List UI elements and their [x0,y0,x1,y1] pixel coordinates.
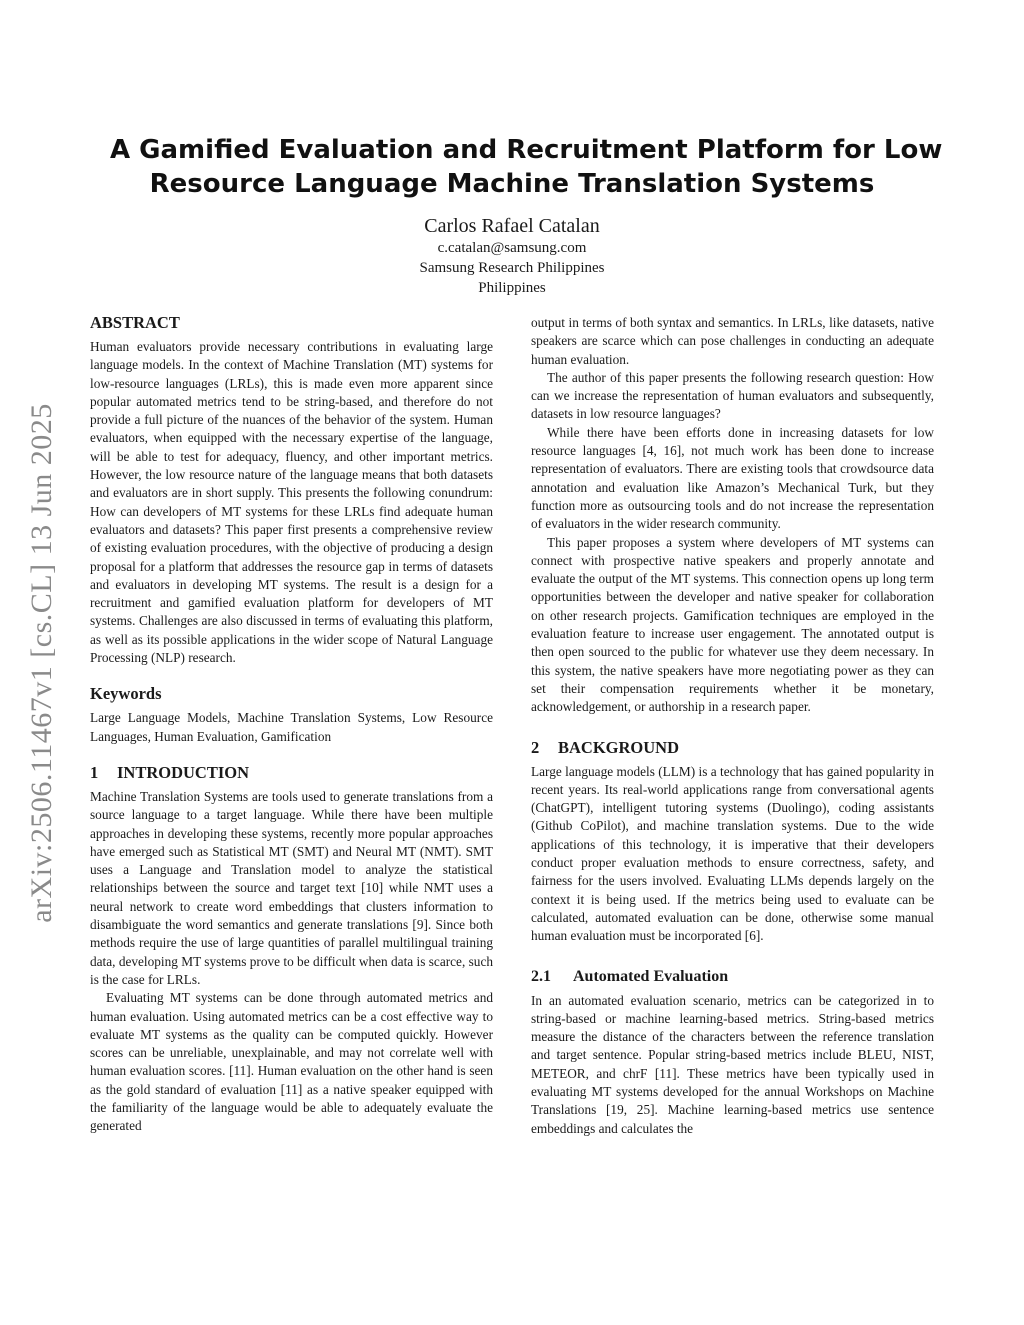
right-column [531,314,934,1138]
abstract-heading: ABSTRACT [90,313,180,332]
author-country: Philippines [478,280,546,296]
intro-paragraph: This paper proposes a system where developers of MT systems can connect with prospective native speakers and properly annotate and evaluate the output of the MT systems. This connection opens up long term opportunities between the developer and native speaker for collaboration on other research projects. Gamification techniques are employed in the evaluation feature to increase user engagement. The annotated output is then open sourced to the public for whatever use they deem necessary. In this system, the native speakers have more negotiating power as they can set their compensation requirements whether it be monetary, acknowledgement, or authorship in a research paper. [531,534,934,715]
section-title: BACKGROUND [558,737,680,757]
author-organization: Samsung Research Philippines [419,260,605,276]
arxiv-stamp [0,0,58,923]
section-number: 2 [531,737,540,757]
subsection-title: Automated Evaluation [573,967,729,985]
paper-title [110,133,943,201]
author-email: c.catalan@samsung.com [437,240,587,256]
keywords-heading: Keywords [90,684,162,704]
intro-paragraph: Evaluating MT systems can be done through automated metrics and human evaluation. Using automated metrics can be a cost effective way to evaluate MT systems as the quality can be computed quickly. However scores can be unreliable, unexplainable, and may not correlate well with human evaluation scores. [11]. Human evaluation on the other hand is seen as the gold standard of evaluation [11] as a native speaker equipped with the familiarity of the language would be able to adequately evaluate the generated [90,990,493,1134]
title-line: A Gamified Evaluation and Recruitment Platform for Low [110,135,943,165]
intro-paragraph: Machine Translation Systems are tools used to generate translations from a source language to a target language. While there have been multiple approaches in developing these systems, recently more popular approaches have emerged such as Statistical MT (SMT) and Neural MT (NMT). SMT uses a Language and Translation model to analyze the statistical relationships between the source and target text [10] while NMT uses a neural network to create word embeddings that clusters information to disambiguate the word semantics and generate translations [9]. Since both methods require the use of large quantities of parallel multilingual training data, developing MT systems prove to be difficult when data is scarce, such is the case for LRLs. [90,788,493,987]
abstract-text: Human evaluators provide necessary contributions in evaluating large language models. In the context of Machine Translation (MT) systems for low-resource languages (LRLs), this is made even more apparent since popular automated metrics tend to be string-based, and therefore do not provide a full picture of the nuances of the behavior of the system. Human evaluators, when equipped with the necessary expertise of the language, will be able to test for adequacy, fluency, and other important metrics. However, the low resource nature of the language means that both datasets and evaluators are in short supply. This presents the following conundrum: How can developers of MT systems for these LRLs find adequate human evaluators and datasets? This paper first presents a comprehensive review of existing evaluation procedures, with the objective of producing a design proposal for a platform that addresses the resource gap in terms of datasets and evaluators in developing MT systems. The result is a design for a recruitment and gamified evaluation platform for developers of MT systems. Challenges are also discussed in terms of evaluating this platform, as well as its possible applications in the wider scope of Natural Language Processing (NLP) research. [90,339,493,666]
background-paragraph: Large language models (LLM) is a technology that has gained popularity in recent years. Its real-world applications range from conversational agents (ChatGPT), intelligent tutoring systems (Duolingo), coding assistants (Github CoPilot), and machine translation systems. Due to the wide applications of this technology, it is imperative that their developers conduct proper evaluation methods to ensure correctness, safety, and fairness for the users involved. Evaluating LLMs depends largely on the context it is being used. If the metrics being used to evaluate can be calculated, automated evaluation can be done, otherwise some manual human evaluation must be incorporated [6]. [531,763,934,944]
left-column [90,312,493,1136]
section-title: INTRODUCTION [117,762,250,782]
intro-paragraph: While there have been efforts done in increasing datasets for low resource languages [4, 16], not much work has been done to increase representation of evaluators. There are existing tools that crowdsource data annotation and evaluation like Amazon’s Mechanical Turk, but they function more as outsourcing tools and do not increase the representation of evaluators in the wider research community. [531,424,934,532]
title-line: Resource Language Machine Translation Systems [149,169,875,199]
automated-evaluation-paragraph: In an automated evaluation scenario, metrics can be categorized in to string-based or machine learning-based metrics. String-based metrics measure the distance of the characters between the reference translation and target sentence. Popular string-based metrics include BLEU, NIST, METEOR, and chrF [11]. These metrics have been typically used in evaluating MT systems developed for the annual Workshops on Machine Translations [19, 25]. Machine learning-based metrics use sentence embeddings and calculates the [531,992,934,1136]
arxiv-id: arXiv:2506.11467v1 [cs.CL] 13 Jun 2025 [25,403,58,923]
intro-paragraph: The author of this paper presents the following research question: How can we increase the representation of human evaluators and subsequently, datasets in low resource languages? [531,369,934,422]
author-name: Carlos Rafael Catalan [424,215,600,237]
keywords-text: Large Language Models, Machine Translation Systems, Low Resource Languages, Human Evaluation, Gamification [90,710,493,744]
subsection-heading-automated-evaluation [531,966,934,988]
intro-continuation: output in terms of both syntax and semantics. In LRLs, like datasets, native speakers are scarce which can pose challenges in conducting an adequate human evaluation. [531,315,934,367]
section-heading-background [531,737,934,759]
author-affiliation [212,238,812,298]
section-number: 1 [90,762,99,782]
subsection-number: 2.1 [531,967,551,985]
section-heading-introduction [90,762,493,784]
